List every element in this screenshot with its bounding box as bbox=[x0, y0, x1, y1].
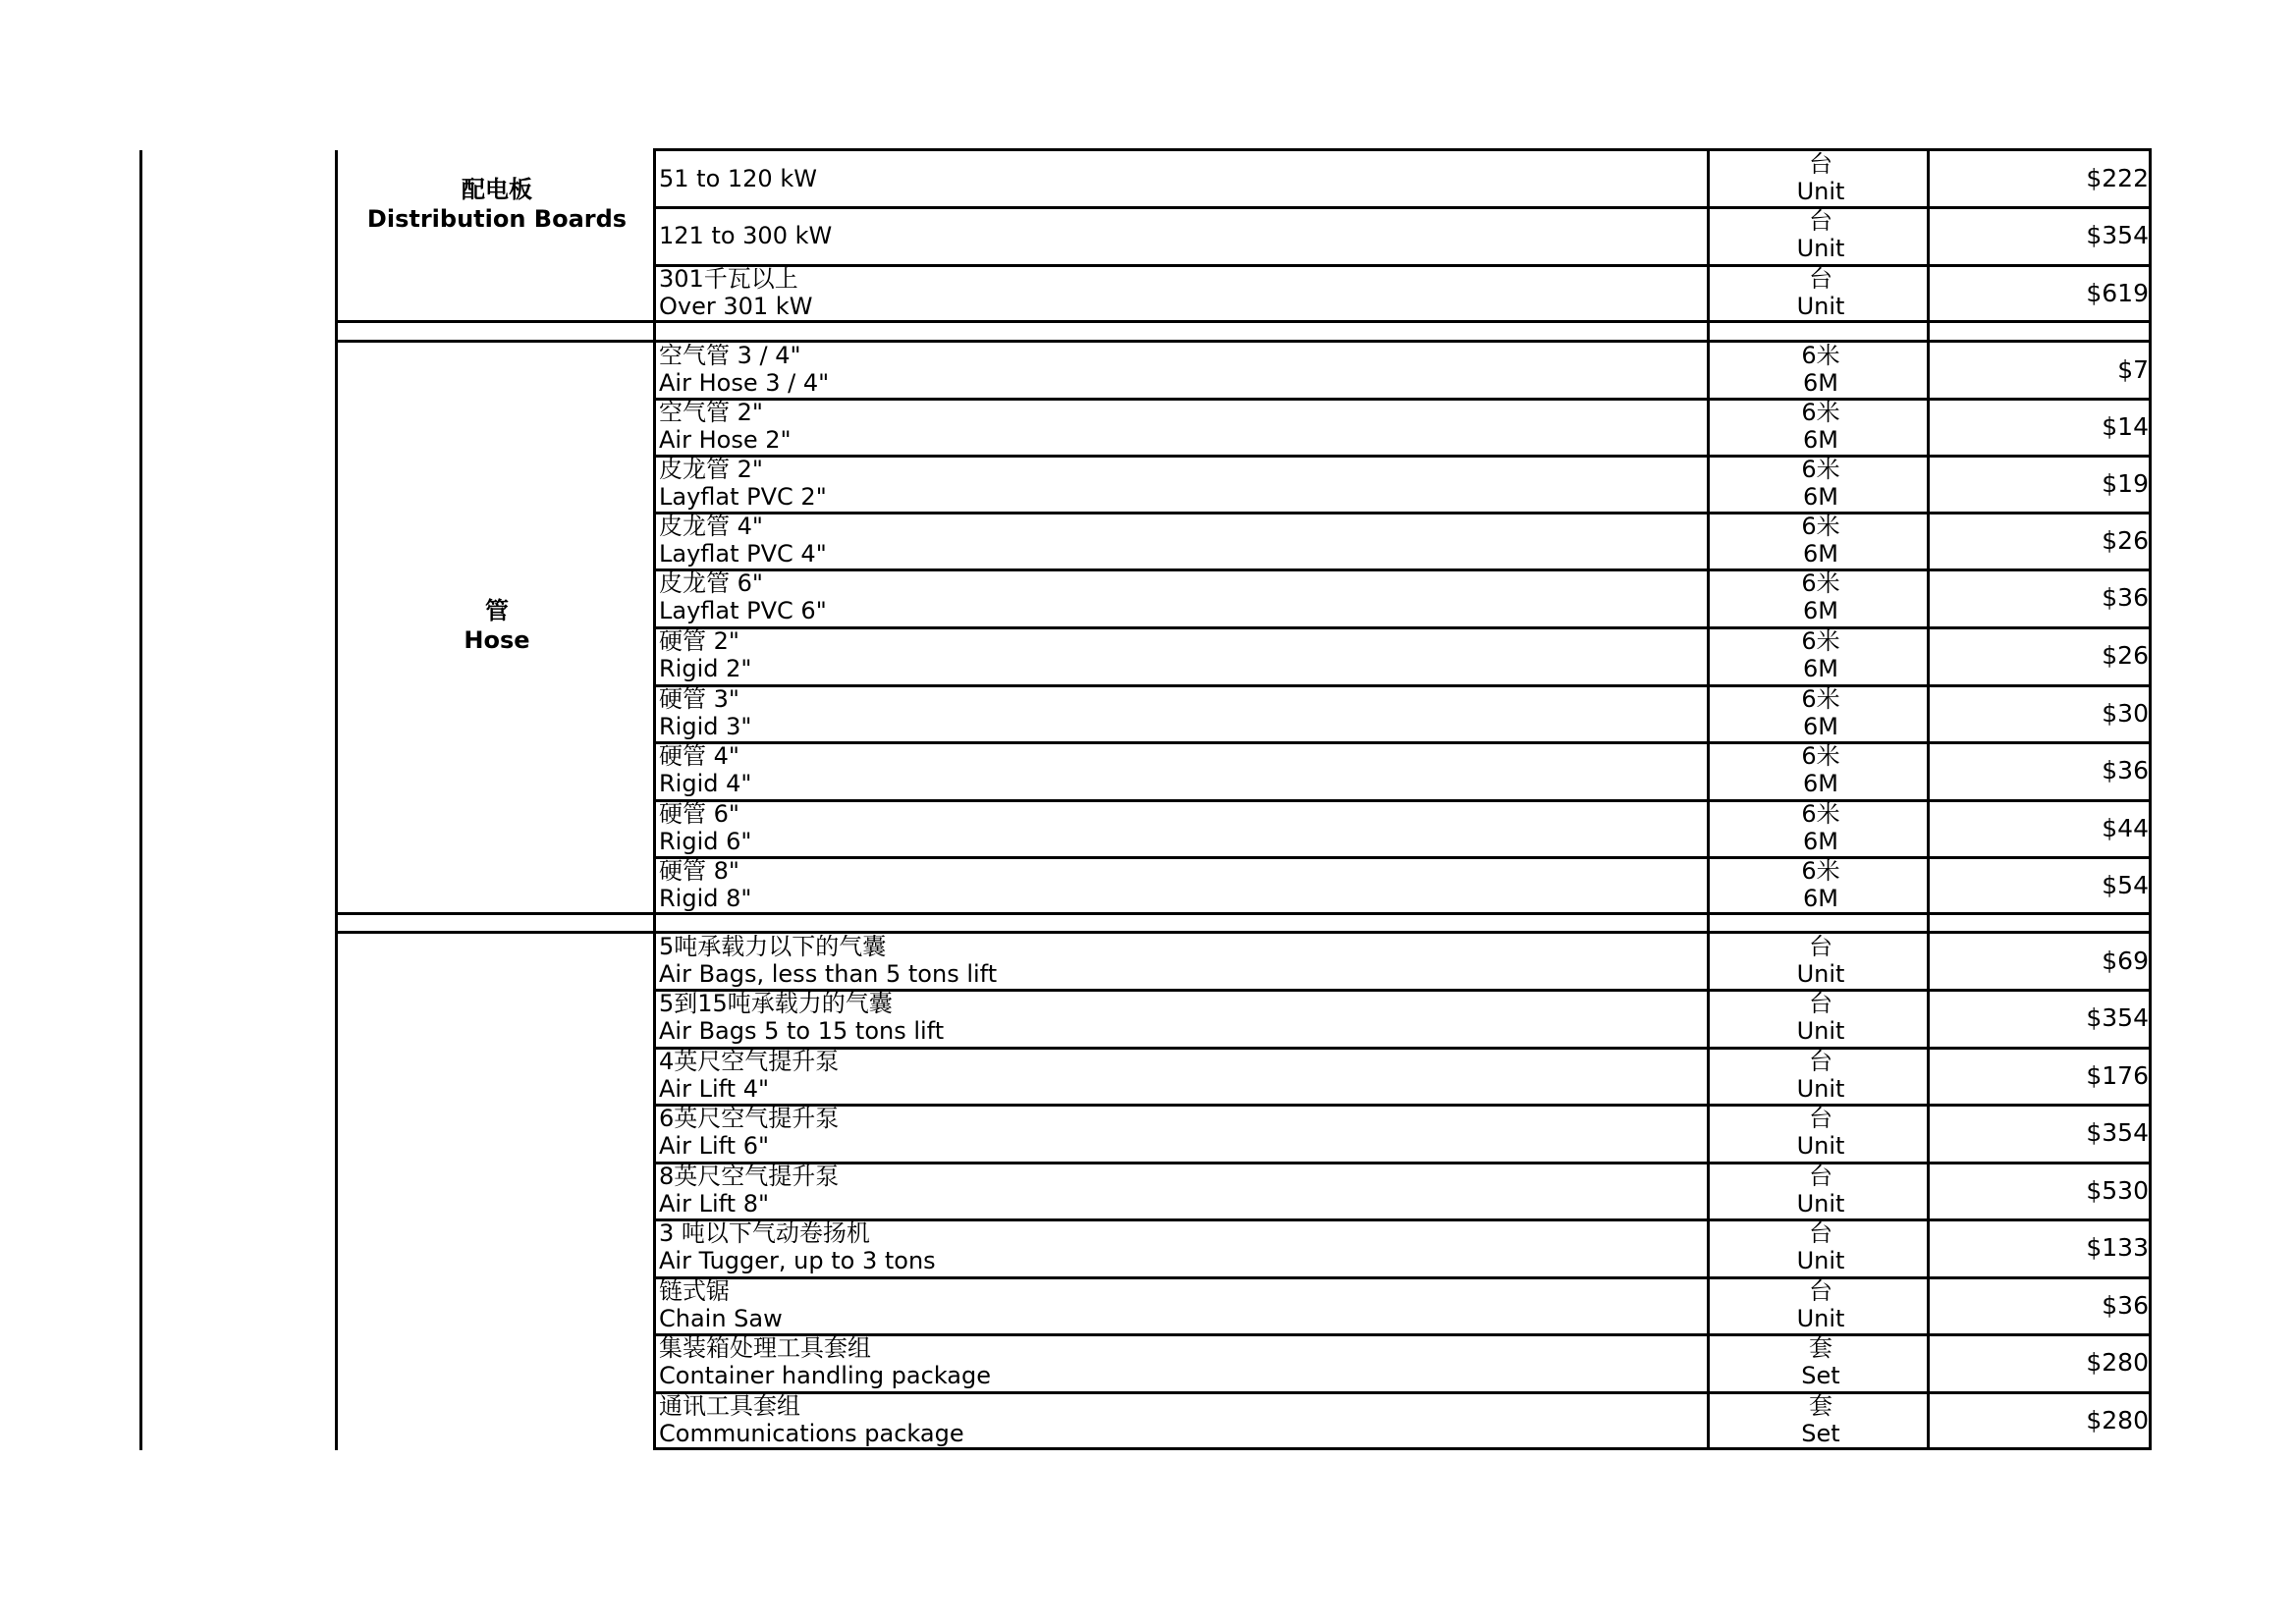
desc-en: Air Hose 3 / 4" bbox=[659, 369, 830, 397]
row-unit bbox=[1711, 265, 1931, 320]
row-unit bbox=[1711, 399, 1931, 454]
row-price: $69 bbox=[2102, 947, 2149, 975]
unit-en: 6M bbox=[1803, 597, 1838, 624]
unit-en: 6M bbox=[1803, 655, 1838, 682]
row-description bbox=[659, 1392, 964, 1447]
row-unit bbox=[1711, 207, 1931, 262]
row-line bbox=[335, 320, 2152, 323]
row-description bbox=[659, 1048, 839, 1103]
category-zh: 管 bbox=[485, 597, 509, 624]
row-description bbox=[659, 265, 812, 320]
unit-zh: 6米 bbox=[1801, 857, 1840, 885]
desc-en: Communications package bbox=[659, 1420, 964, 1447]
desc-en: 121 to 300 kW bbox=[659, 222, 833, 249]
row-price: $30 bbox=[2102, 699, 2149, 728]
row-unit bbox=[1711, 1163, 1931, 1218]
unit-en: Unit bbox=[1796, 960, 1845, 988]
category-label bbox=[337, 596, 657, 655]
row-unit bbox=[1711, 800, 1931, 855]
desc-en: Air Tugger, up to 3 tons bbox=[659, 1247, 936, 1274]
row-price: $19 bbox=[2102, 469, 2149, 498]
desc-zh: 集装箱处理工具套组 bbox=[659, 1334, 871, 1362]
unit-zh: 6米 bbox=[1801, 513, 1840, 540]
row-price: $176 bbox=[2086, 1061, 2149, 1090]
desc-en: Layflat PVC 6" bbox=[659, 597, 827, 624]
unit-zh: 6米 bbox=[1801, 627, 1840, 655]
unit-en: 6M bbox=[1803, 483, 1838, 511]
row-price: $26 bbox=[2102, 526, 2149, 555]
desc-zh: 空气管 2" bbox=[659, 399, 763, 426]
row-price: $36 bbox=[2102, 756, 2149, 785]
desc-en: Air Bags, less than 5 tons lift bbox=[659, 960, 998, 988]
category-label bbox=[337, 175, 657, 234]
desc-zh: 5到15吨承载力的气囊 bbox=[659, 990, 893, 1017]
unit-zh: 6米 bbox=[1801, 342, 1840, 369]
desc-en: Rigid 2" bbox=[659, 655, 752, 682]
unit-zh: 套 bbox=[1809, 1392, 1832, 1420]
desc-zh: 6英尺空气提升泵 bbox=[659, 1105, 840, 1132]
desc-zh: 4英尺空气提升泵 bbox=[659, 1048, 840, 1075]
row-price: $36 bbox=[2102, 583, 2149, 612]
desc-zh: 皮龙管 2" bbox=[659, 456, 763, 483]
unit-zh: 6米 bbox=[1801, 399, 1840, 426]
row-description bbox=[659, 857, 751, 912]
desc-en: Over 301 kW bbox=[659, 293, 813, 320]
desc-zh: 硬管 6" bbox=[659, 800, 739, 828]
row-price: $280 bbox=[2086, 1406, 2149, 1435]
unit-en: Unit bbox=[1796, 1075, 1845, 1103]
row-price: $530 bbox=[2086, 1176, 2149, 1205]
desc-zh: 硬管 3" bbox=[659, 685, 739, 713]
row-price: $222 bbox=[2086, 164, 2149, 192]
desc-en: Air Lift 6" bbox=[659, 1132, 769, 1160]
desc-zh: 皮龙管 6" bbox=[659, 569, 763, 597]
row-unit bbox=[1711, 150, 1931, 205]
desc-zh: 通讯工具套组 bbox=[659, 1392, 800, 1420]
row-price: $354 bbox=[2086, 1118, 2149, 1147]
row-unit bbox=[1711, 1392, 1931, 1447]
unit-en: 6M bbox=[1803, 540, 1838, 568]
row-description bbox=[659, 685, 751, 740]
desc-en: Air Hose 2" bbox=[659, 426, 792, 454]
unit-zh: 6米 bbox=[1801, 685, 1840, 713]
row-price: $280 bbox=[2086, 1348, 2149, 1377]
unit-en: Set bbox=[1801, 1420, 1840, 1447]
row-unit bbox=[1711, 1105, 1931, 1160]
row-description bbox=[659, 1105, 839, 1160]
desc-en: Rigid 6" bbox=[659, 828, 752, 855]
desc-en: Air Lift 4" bbox=[659, 1075, 769, 1103]
unit-zh: 台 bbox=[1809, 1105, 1832, 1132]
desc-zh: 5吨承载力以下的气囊 bbox=[659, 933, 887, 960]
row-unit bbox=[1711, 513, 1931, 568]
row-price: $619 bbox=[2086, 279, 2149, 307]
row-description bbox=[659, 1163, 839, 1218]
desc-zh: 硬管 8" bbox=[659, 857, 739, 885]
row-unit bbox=[1711, 456, 1931, 511]
desc-en: Rigid 3" bbox=[659, 713, 752, 740]
row-description bbox=[659, 1219, 936, 1274]
row-unit bbox=[1711, 1334, 1931, 1389]
desc-zh: 3 吨以下气动卷扬机 bbox=[659, 1219, 870, 1247]
unit-zh: 套 bbox=[1809, 1334, 1832, 1362]
desc-en: Layflat PVC 4" bbox=[659, 540, 827, 568]
left-border-line bbox=[139, 150, 142, 1450]
row-price: $44 bbox=[2102, 814, 2149, 842]
row-description bbox=[659, 569, 827, 624]
category-zh: 配电板 bbox=[462, 176, 532, 203]
row-description bbox=[659, 990, 944, 1045]
row-price: $133 bbox=[2086, 1233, 2149, 1262]
row-description bbox=[659, 222, 832, 249]
unit-zh: 6米 bbox=[1801, 800, 1840, 828]
unit-zh: 台 bbox=[1809, 933, 1832, 960]
unit-en: 6M bbox=[1803, 426, 1838, 454]
row-description bbox=[659, 1277, 783, 1332]
row-description bbox=[659, 742, 751, 797]
unit-zh: 台 bbox=[1809, 1277, 1832, 1305]
unit-zh: 台 bbox=[1809, 207, 1832, 235]
desc-en: Container handling package bbox=[659, 1362, 992, 1389]
unit-zh: 台 bbox=[1809, 1219, 1832, 1247]
row-unit bbox=[1711, 627, 1931, 682]
desc-zh: 8英尺空气提升泵 bbox=[659, 1163, 840, 1190]
row-price: $14 bbox=[2102, 412, 2149, 441]
desc-en: Air Bags 5 to 15 tons lift bbox=[659, 1017, 945, 1045]
unit-zh: 6米 bbox=[1801, 569, 1840, 597]
desc-zh: 301千瓦以上 bbox=[659, 265, 798, 293]
row-unit bbox=[1711, 1277, 1931, 1332]
desc-zh: 硬管 4" bbox=[659, 742, 739, 770]
desc-zh: 皮龙管 4" bbox=[659, 513, 763, 540]
row-unit bbox=[1711, 990, 1931, 1045]
unit-en: Unit bbox=[1796, 1132, 1845, 1160]
unit-en: Unit bbox=[1796, 1190, 1845, 1218]
row-description bbox=[659, 1334, 991, 1389]
row-unit bbox=[1711, 857, 1931, 912]
unit-en: Unit bbox=[1796, 235, 1845, 262]
category-en: Hose bbox=[464, 626, 530, 654]
row-description bbox=[659, 165, 817, 192]
row-unit bbox=[1711, 342, 1931, 397]
unit-en: Unit bbox=[1796, 1247, 1845, 1274]
row-unit bbox=[1711, 742, 1931, 797]
desc-en: Rigid 8" bbox=[659, 885, 752, 912]
desc-zh: 链式锯 bbox=[659, 1277, 730, 1305]
unit-en: Unit bbox=[1796, 1017, 1845, 1045]
desc-en: Layflat PVC 2" bbox=[659, 483, 827, 511]
unit-zh: 台 bbox=[1809, 1048, 1832, 1075]
row-description bbox=[659, 399, 792, 454]
row-description bbox=[659, 342, 829, 397]
row-price: $54 bbox=[2102, 871, 2149, 899]
row-unit bbox=[1711, 569, 1931, 624]
unit-en: 6M bbox=[1803, 713, 1838, 740]
unit-zh: 台 bbox=[1809, 265, 1832, 293]
unit-en: Unit bbox=[1796, 1305, 1845, 1332]
row-description bbox=[659, 627, 751, 682]
unit-en: 6M bbox=[1803, 885, 1838, 912]
unit-en: Unit bbox=[1796, 293, 1845, 320]
row-line bbox=[335, 912, 2152, 915]
category-en: Distribution Boards bbox=[366, 205, 628, 233]
desc-en: Chain Saw bbox=[659, 1305, 783, 1332]
row-unit bbox=[1711, 1219, 1931, 1274]
unit-zh: 台 bbox=[1809, 150, 1832, 178]
row-description bbox=[659, 513, 827, 568]
desc-en: 51 to 120 kW bbox=[659, 165, 817, 192]
row-unit bbox=[1711, 933, 1931, 988]
row-description bbox=[659, 456, 827, 511]
row-price: $354 bbox=[2086, 221, 2149, 249]
unit-en: Unit bbox=[1796, 178, 1845, 205]
desc-en: Rigid 4" bbox=[659, 770, 752, 797]
row-description bbox=[659, 800, 751, 855]
row-description bbox=[659, 933, 997, 988]
unit-zh: 台 bbox=[1809, 1163, 1832, 1190]
unit-zh: 6米 bbox=[1801, 742, 1840, 770]
desc-en: Air Lift 8" bbox=[659, 1190, 769, 1218]
desc-zh: 空气管 3 / 4" bbox=[659, 342, 801, 369]
unit-en: 6M bbox=[1803, 770, 1838, 797]
unit-en: 6M bbox=[1803, 369, 1838, 397]
desc-zh: 硬管 2" bbox=[659, 627, 739, 655]
row-price: $354 bbox=[2086, 1003, 2149, 1032]
row-price: $7 bbox=[2117, 355, 2149, 384]
row-price: $36 bbox=[2102, 1291, 2149, 1320]
row-price: $26 bbox=[2102, 641, 2149, 670]
row-unit bbox=[1711, 1048, 1931, 1103]
unit-en: 6M bbox=[1803, 828, 1838, 855]
category-border-line bbox=[335, 150, 338, 1450]
row-unit bbox=[1711, 685, 1931, 740]
row-line bbox=[653, 1447, 2152, 1450]
unit-en: Set bbox=[1801, 1362, 1840, 1389]
unit-zh: 6米 bbox=[1801, 456, 1840, 483]
unit-zh: 台 bbox=[1809, 990, 1832, 1017]
